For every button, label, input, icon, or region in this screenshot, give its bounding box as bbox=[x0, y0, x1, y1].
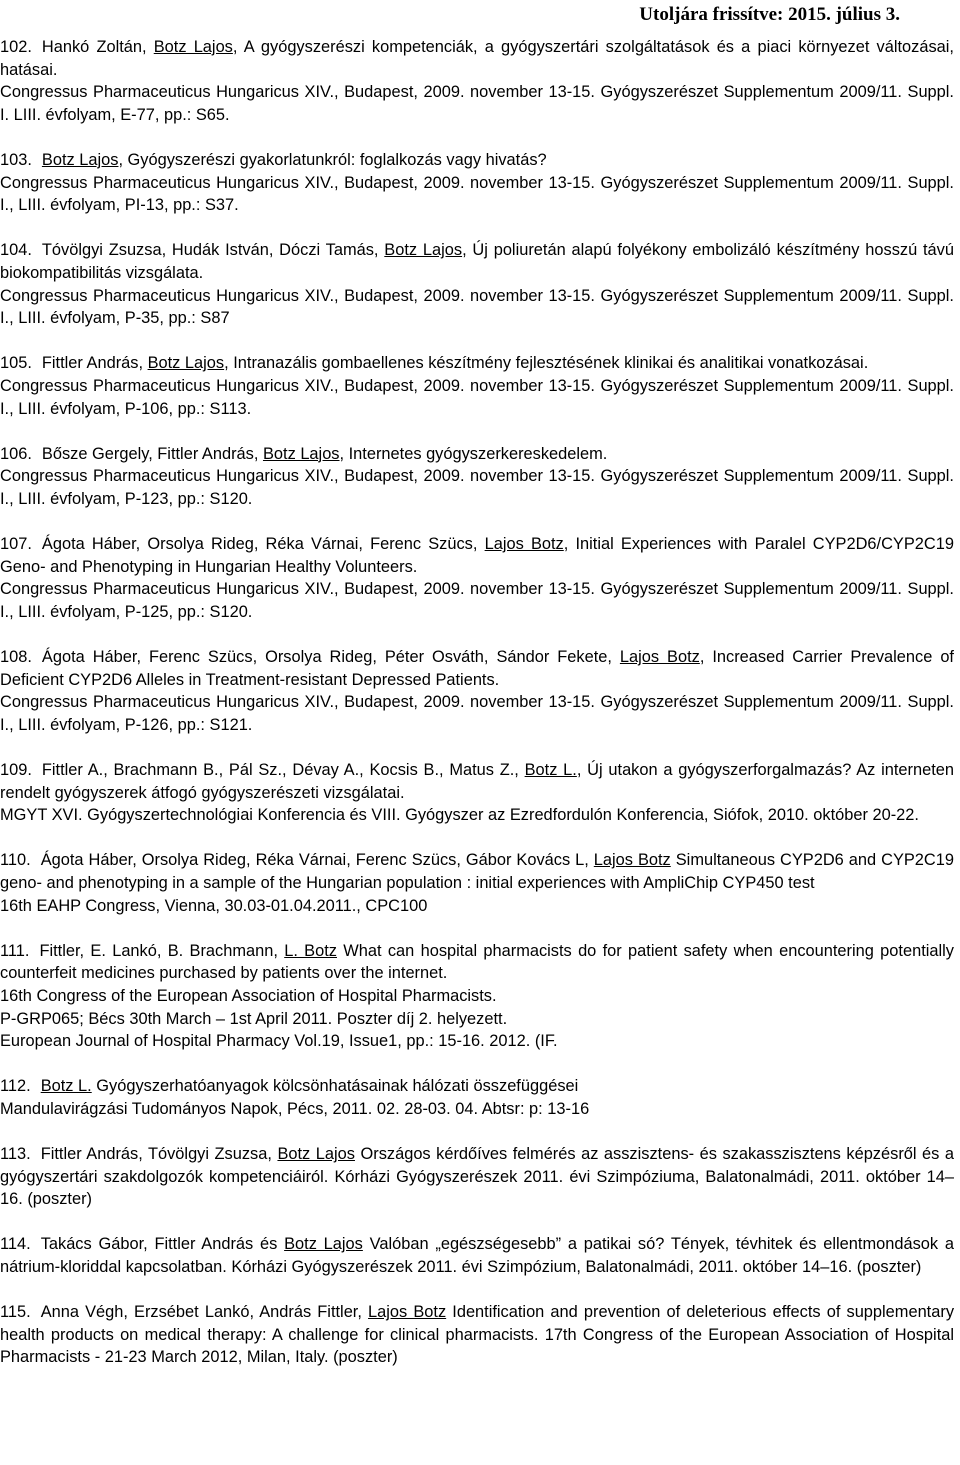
entry-citation-line bbox=[0, 81, 954, 126]
entry-title-line bbox=[0, 149, 954, 172]
entry-title-line bbox=[0, 239, 954, 284]
entry-title-line bbox=[0, 352, 954, 375]
publication-entry bbox=[0, 940, 954, 1053]
entry-number: 105. bbox=[0, 354, 32, 373]
entry-text: What can hospital pharmacists do for patient safety when encountering potentially counterfeit medicines purchased by patients over the internet. bbox=[0, 941, 954, 983]
entry-citation-line bbox=[0, 985, 954, 1008]
entry-title-line bbox=[0, 1301, 954, 1369]
entry-number: 110. bbox=[0, 851, 31, 870]
last-updated-header: Utoljára frissítve: 2015. július 3. bbox=[639, 4, 900, 25]
entry-citation-line bbox=[0, 285, 954, 330]
entry-text: 16th Congress of the European Association of Hospital Pharmacists. bbox=[0, 986, 497, 1005]
entry-text: Takács Gábor, Fittler András és bbox=[40, 1235, 285, 1254]
entry-number: 102. bbox=[0, 38, 32, 56]
entry-text: , Intranazális gombaellenes készítmény fejlesztésének klinikai és analitikai vonatkozásai. bbox=[224, 354, 869, 373]
author-highlight: Botz Lajos bbox=[41, 150, 119, 169]
publication-entry bbox=[0, 849, 954, 917]
entry-title-line bbox=[0, 1143, 954, 1211]
entry-text: Congressus Pharmaceuticus Hungaricus XIV., Budapest, 2009. november 13-15. Gyógyszerészet Supplementum 2009/11. Suppl. I., LIII. évfolyam, P-35, pp.: S87 bbox=[0, 286, 954, 328]
publication-entry bbox=[0, 149, 954, 217]
entry-text: Fittler, E. Lankó, B. Brachmann, bbox=[39, 941, 285, 960]
publication-entry bbox=[0, 533, 954, 623]
entry-citation-line bbox=[0, 1030, 954, 1053]
publication-entry bbox=[0, 352, 954, 420]
author-highlight: Botz Lajos bbox=[284, 1235, 363, 1254]
author-highlight: Lajos Botz bbox=[619, 648, 700, 667]
entry-citation-line bbox=[0, 172, 954, 217]
entry-title-line bbox=[0, 1075, 954, 1098]
entry-text: Ágota Háber, Orsolya Rideg, Réka Várnai, Ferenc Szücs, Gábor Kovács L, bbox=[40, 851, 594, 870]
entry-text: Congressus Pharmaceuticus Hungaricus XIV., Budapest, 2009. november 13-15. Gyógyszerészet Supplementum 2009/11. Suppl. I., LIII. évfolyam, P-126, pp.: S121. bbox=[0, 693, 954, 734]
entry-title-line bbox=[0, 533, 954, 578]
publication-entry bbox=[0, 1143, 954, 1211]
entry-text: , Initial Experiences with Paralel CYP2D6/CYP2C19 Geno- and Phenotyping in Hungarian Healthy Volunteers. bbox=[0, 535, 954, 576]
publication-entry bbox=[0, 239, 954, 329]
entry-text: , Internetes gyógyszerkereskedelem. bbox=[339, 444, 608, 463]
entry-text: Valóban „egészségesebb” a patikai só? Tények, tévhitek és ellentmondások a nátrium-kloriddal kapcsolatban. Kórházi Gyógyszerészek 2011. évi Szimpózium, Balatonalmádi, 2011. október 14–16. (poszter) bbox=[0, 1235, 954, 1277]
author-highlight: Lajos Botz bbox=[484, 535, 564, 554]
entry-text: Congressus Pharmaceuticus Hungaricus XIV., Budapest, 2009. november 13-15. Gyógyszerészet Supplementum 2009/11. Suppl. I., LIII. évfolyam, PI-13, pp.: S37. bbox=[0, 173, 954, 215]
publication-entry bbox=[0, 443, 954, 511]
entry-title-line bbox=[0, 849, 954, 894]
entry-text: Anna Végh, Erzsébet Lankó, András Fittler, bbox=[40, 1303, 369, 1322]
entry-text: 16th EAHP Congress, Vienna, 30.03-01.04.2011., CPC100 bbox=[0, 896, 428, 915]
entry-citation-line bbox=[0, 375, 954, 420]
author-highlight: L. Botz bbox=[284, 941, 337, 960]
entry-text: Tóvölgyi Zsuzsa, Hudák István, Dóczi Tamás, bbox=[41, 241, 385, 260]
entry-citation-line bbox=[0, 804, 954, 827]
entry-citation-line bbox=[0, 1008, 954, 1031]
entry-text: Ágota Háber, Orsolya Rideg, Réka Várnai, Ferenc Szücs, bbox=[41, 535, 485, 554]
author-highlight: Botz L. bbox=[524, 761, 577, 779]
entry-text: , Új utakon a gyógyszerforgalmazás? Az interneten rendelt gyógyszerek átfogó gyógyszerészeti vizsgálatai. bbox=[0, 761, 954, 802]
entry-text: , Increased Carrier Prevalence of Deficient CYP2D6 Alleles in Treatment-resistant Depressed Patients. bbox=[0, 648, 954, 689]
author-highlight: Lajos Botz bbox=[593, 851, 671, 870]
publication-entry bbox=[0, 36, 954, 126]
entry-text: , Új poliuretán alapú folyékony embolizáló készítmény hosszú távú biokompatibilitás vizsgálata. bbox=[0, 241, 954, 282]
entry-number: 112. bbox=[0, 1077, 31, 1096]
entry-title-line bbox=[0, 36, 954, 81]
entry-text: Hankó Zoltán, bbox=[41, 38, 154, 56]
entry-number: 115. bbox=[0, 1303, 31, 1322]
publication-entry bbox=[0, 759, 954, 827]
entry-number: 109. bbox=[0, 761, 32, 779]
author-highlight: Botz L. bbox=[40, 1077, 92, 1096]
author-highlight: Lajos Botz bbox=[368, 1303, 447, 1322]
entry-text: Congressus Pharmaceuticus Hungaricus XIV., Budapest, 2009. november 13-15. Gyógyszerészet Supplementum 2009/11. Suppl. I., LIII. évfolyam, P-125, pp.: S120. bbox=[0, 580, 954, 621]
entry-citation-line bbox=[0, 578, 954, 623]
entry-text: Fittler András, Tóvölgyi Zsuzsa, bbox=[40, 1145, 278, 1164]
publication-list bbox=[0, 36, 954, 1392]
author-highlight: Botz Lajos bbox=[384, 241, 463, 260]
entry-title-line bbox=[0, 1233, 954, 1278]
entry-text: European Journal of Hospital Pharmacy Vol.19, Issue1, pp.: 15-16. 2012. (IF. bbox=[0, 1032, 558, 1051]
entry-text: , Gyógyszerészi gyakorlatunkról: foglalkozás vagy hivatás? bbox=[118, 150, 547, 169]
entry-text: Országos kérdőíves felmérés az asszisztens- és szakasszisztens képzésről és a gyógyszertári szakdolgozók kompetenciáiról. Kórházi Gyógyszerészek 2011. évi Szimpóziuma, Balatonalmádi, 2011. október 14–16. (poszter) bbox=[0, 1145, 954, 1209]
entry-text: Fittler A., Brachmann B., Pál Sz., Dévay A., Kocsis B., Matus Z., bbox=[41, 761, 525, 779]
entry-text: Gyógyszerhatóanyagok kölcsönhatásainak hálózati összefüggései bbox=[91, 1077, 579, 1096]
publication-entry bbox=[0, 1075, 954, 1120]
entry-text: Fittler András, bbox=[41, 354, 148, 373]
entry-number: 113. bbox=[0, 1145, 31, 1164]
entry-text: Mandulavirágzási Tudományos Napok, Pécs, 2011. 02. 28-03. 04. Abtsr: p: 13-16 bbox=[0, 1099, 590, 1118]
entry-citation-line bbox=[0, 1098, 954, 1121]
entry-text: Ágota Háber, Ferenc Szücs, Orsolya Rideg, Péter Osváth, Sándor Fekete, bbox=[41, 648, 620, 667]
entry-citation-line bbox=[0, 465, 954, 510]
author-highlight: Botz Lajos bbox=[277, 1145, 355, 1164]
entry-number: 108. bbox=[0, 648, 32, 667]
entry-text: Simultaneous CYP2D6 and CYP2C19 geno- and phenotyping in a sample of the Hungarian population : initial experiences with AmpliChip CYP450 test bbox=[0, 851, 954, 892]
author-highlight: Botz Lajos bbox=[262, 444, 340, 463]
entry-title-line bbox=[0, 940, 954, 985]
publication-entry bbox=[0, 646, 954, 736]
entry-number: 111. bbox=[0, 941, 30, 960]
entry-number: 104. bbox=[0, 241, 32, 260]
publication-entry bbox=[0, 1301, 954, 1369]
entry-text: MGYT XVI. Gyógyszertechnológiai Konferencia és VIII. Gyógyszer az Ezredfordulón Konferencia, Siófok, 2010. október 20-22. bbox=[0, 806, 919, 825]
entry-title-line bbox=[0, 443, 954, 466]
entry-text: Congressus Pharmaceuticus Hungaricus XIV., Budapest, 2009. november 13-15. Gyógyszerészet Supplementum 2009/11. Suppl. I., LIII. évfolyam, P-106, pp.: S113. bbox=[0, 376, 954, 418]
entry-title-line bbox=[0, 759, 954, 804]
entry-text: Bősze Gergely, Fittler András, bbox=[41, 444, 263, 463]
entry-number: 114. bbox=[0, 1235, 31, 1254]
author-highlight: Botz Lajos bbox=[147, 354, 225, 373]
entry-text: Identification and prevention of deleterious effects of supplementary health products on medical therapy: A challenge for clinical pharmacists. 17th Congress of the European Association of Hospital Pharmacists - 21-23 March 2012, Milan, Italy. (poszter) bbox=[0, 1303, 955, 1367]
entry-number: 106. bbox=[0, 444, 32, 463]
entry-citation-line bbox=[0, 895, 954, 918]
entry-text: P-GRP065; Bécs 30th March – 1st April 2011. Poszter díj 2. helyezett. bbox=[0, 1009, 508, 1028]
entry-text: Congressus Pharmaceuticus Hungaricus XIV., Budapest, 2009. november 13-15. Gyógyszerészet Supplementum 2009/11. Suppl. I. LIII. évfolyam, E-77, pp.: S65. bbox=[0, 83, 954, 124]
publication-entry bbox=[0, 1233, 954, 1278]
entry-text: Congressus Pharmaceuticus Hungaricus XIV., Budapest, 2009. november 13-15. Gyógyszerészet Supplementum 2009/11. Suppl. I., LIII. évfolyam, P-123, pp.: S120. bbox=[0, 467, 954, 508]
entry-number: 107. bbox=[0, 535, 32, 554]
entry-title-line bbox=[0, 646, 954, 691]
entry-citation-line bbox=[0, 691, 954, 736]
author-highlight: Botz Lajos bbox=[153, 38, 233, 56]
entry-number: 103. bbox=[0, 150, 32, 169]
entry-text: , A gyógyszerészi kompetenciák, a gyógyszertári szolgáltatások és a piaci környezet változásai, hatásai. bbox=[0, 38, 954, 79]
